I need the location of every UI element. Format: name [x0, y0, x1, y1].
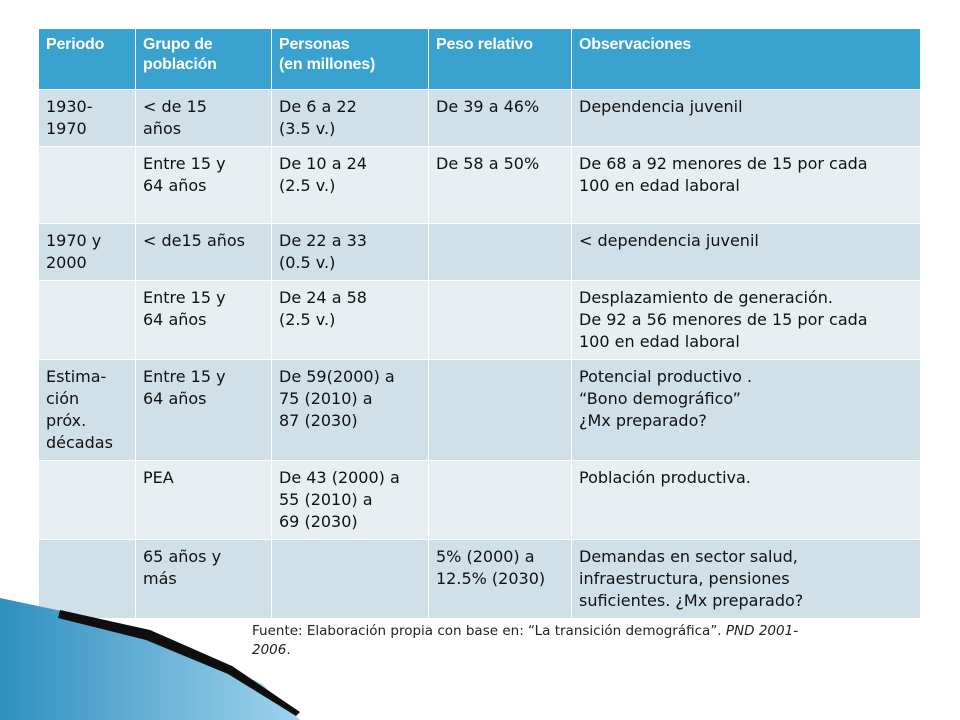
cell-periodo: Estima- ción próx. décadas: [39, 360, 136, 461]
header-periodo: Periodo: [39, 29, 136, 90]
table-row: [39, 360, 921, 461]
table-row: [39, 147, 921, 224]
table-row: [39, 461, 921, 540]
source-suffix: .: [286, 642, 291, 658]
corner-swoosh-decoration: [0, 590, 960, 720]
table-row: [39, 281, 921, 360]
cell-personas: De 59(2000) a 75 (2010) a 87 (2030): [272, 360, 429, 461]
cell-personas: De 24 a 58 (2.5 v.): [272, 281, 429, 360]
header-peso-relativo: Peso relativo: [429, 29, 572, 90]
cell-observaciones: Desplazamiento de generación. De 92 a 56 menores de 15 por cada 100 en edad laboral: [572, 281, 921, 360]
cell-periodo: 1930- 1970: [39, 90, 136, 147]
cell-peso: 5% (2000) a 12.5% (2030): [429, 540, 572, 619]
cell-grupo: Entre 15 y 64 años: [136, 147, 272, 224]
cell-personas: De 10 a 24 (2.5 v.): [272, 147, 429, 224]
cell-observaciones: Potencial productivo . “Bono demográfico” ¿Mx preparado?: [572, 360, 921, 461]
source-italic: PND 2001- 2006: [252, 623, 799, 658]
cell-grupo: < de 15 años: [136, 90, 272, 147]
cell-observaciones: < dependencia juvenil: [572, 224, 921, 281]
cell-observaciones: De 68 a 92 menores de 15 por cada 100 en edad laboral: [572, 147, 921, 224]
cell-periodo: [39, 281, 136, 360]
demographic-table: [38, 28, 921, 619]
cell-peso: De 58 a 50%: [429, 147, 572, 224]
cell-peso: De 39 a 46%: [429, 90, 572, 147]
table-row: [39, 90, 921, 147]
source-prefix: Fuente: Elaboración propia con base en: “La transición demográfica”.: [252, 623, 726, 639]
table-header-row: [39, 29, 921, 90]
table-row: [39, 224, 921, 281]
cell-grupo: 65 años y más: [136, 540, 272, 619]
cell-personas: De 43 (2000) a 55 (2010) a 69 (2030): [272, 461, 429, 540]
cell-observaciones: Población productiva.: [572, 461, 921, 540]
swoosh-blue-shape: [0, 598, 300, 720]
cell-periodo: [39, 147, 136, 224]
cell-personas: De 6 a 22 (3.5 v.): [272, 90, 429, 147]
cell-personas: De 22 a 33 (0.5 v.): [272, 224, 429, 281]
cell-peso: [429, 281, 572, 360]
cell-observaciones: Dependencia juvenil: [572, 90, 921, 147]
header-grupo-poblacion: Grupo de población: [136, 29, 272, 90]
cell-peso: [429, 224, 572, 281]
cell-grupo: < de15 años: [136, 224, 272, 281]
cell-peso: [429, 360, 572, 461]
cell-observaciones: Demandas en sector salud, infraestructura, pensiones suficientes. ¿Mx preparado?: [572, 540, 921, 619]
cell-periodo: [39, 461, 136, 540]
cell-grupo: Entre 15 y 64 años: [136, 360, 272, 461]
cell-grupo: PEA: [136, 461, 272, 540]
header-personas: Personas (en millones): [272, 29, 429, 90]
cell-periodo: 1970 y 2000: [39, 224, 136, 281]
cell-grupo: Entre 15 y 64 años: [136, 281, 272, 360]
header-observaciones: Observaciones: [572, 29, 921, 90]
cell-peso: [429, 461, 572, 540]
